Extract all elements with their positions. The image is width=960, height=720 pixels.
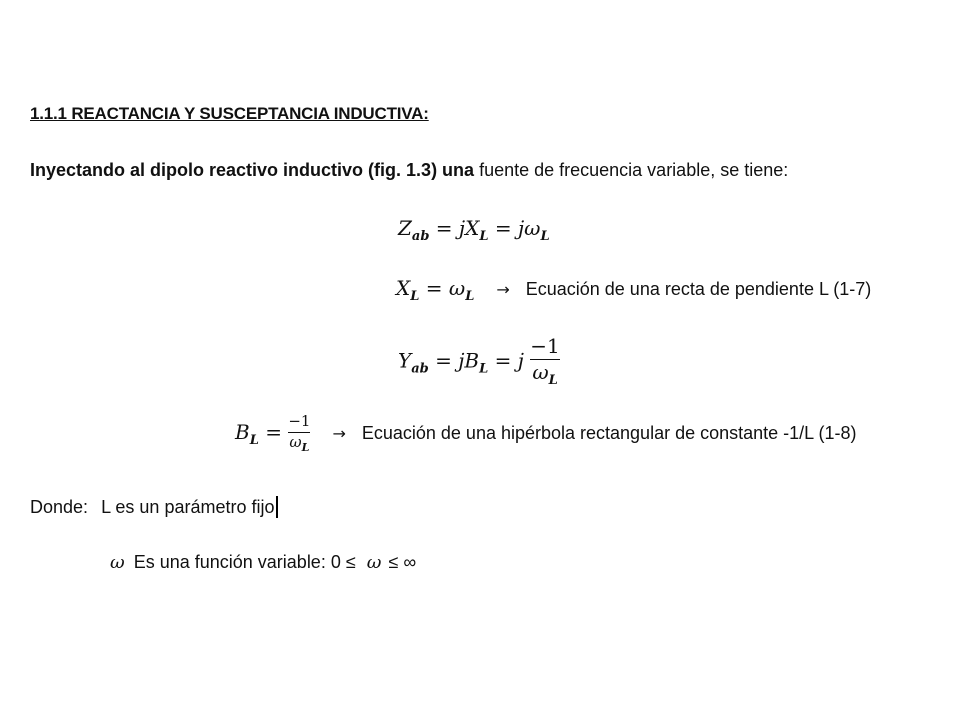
fraction-numerator: −1 (288, 412, 311, 430)
text-cursor (276, 496, 278, 518)
donde-line (30, 496, 278, 518)
fraction (288, 414, 310, 453)
equation-note: Ecuación de una recta de pendiente L (1-7) (525, 279, 872, 299)
symbol-omega: ω (366, 552, 382, 573)
equals-sign: = (419, 276, 449, 300)
intro-bold-text: Inyectando al dipolo reactivo inductivo (fig. 1.3) una (30, 160, 475, 180)
fraction-denominator (530, 362, 559, 388)
equation-reactance (396, 276, 871, 304)
equals-sign: = (258, 420, 289, 445)
symbol-z: Z (398, 216, 412, 240)
equation-impedance (398, 216, 550, 244)
symbol-x: X (396, 276, 411, 300)
intro-paragraph (30, 160, 788, 181)
donde-label: Donde: (30, 497, 89, 517)
subscript-l: L (249, 433, 259, 449)
symbol-jx: jX (458, 216, 480, 240)
intro-normal-text: fuente de frecuencia variable, se tiene: (474, 160, 789, 180)
subscript-l: L (301, 440, 310, 454)
equals-sign: = (488, 216, 518, 240)
equals-sign: = (429, 216, 459, 240)
right-arrow-icon: → (332, 424, 346, 444)
symbol-omega: ω (448, 276, 466, 300)
right-arrow-icon: → (496, 280, 510, 299)
subscript-l: L (540, 229, 550, 244)
subscript-l: L (479, 229, 489, 244)
subscript-ab: ab (411, 361, 429, 377)
symbol-b: B (235, 420, 250, 445)
symbol-y: Y (398, 348, 412, 373)
fraction (530, 336, 559, 388)
omega-line (110, 552, 416, 573)
subscript-l: L (465, 289, 475, 304)
subscript-l: L (410, 289, 420, 304)
equation-susceptance (235, 414, 857, 453)
equals-sign: = (428, 348, 459, 373)
symbol-omega: ω (110, 552, 125, 573)
symbol-jomega: jω (517, 216, 541, 240)
subscript-l: L (548, 373, 558, 388)
fraction-denominator (288, 432, 310, 454)
equation-admittance (398, 336, 560, 388)
subscript-ab: ab (411, 229, 430, 244)
fraction-numerator: −1 (530, 334, 560, 358)
symbol-omega: ω (289, 432, 302, 451)
section-heading: 1.1.1 REACTANCIA Y SUSCEPTANCIA INDUCTIVA: (30, 104, 429, 123)
symbol-j: j (517, 348, 524, 373)
omega-range-end: ≤ ∞ (388, 552, 417, 572)
equation-note: Ecuación de una hipérbola rectangular de constante -1/L (1-8) (361, 423, 857, 444)
equals-sign: = (488, 348, 518, 373)
donde-text: L es un parámetro fijo (101, 497, 275, 517)
subscript-l: L (479, 361, 489, 377)
symbol-omega: ω (532, 360, 549, 384)
symbol-jb: jB (458, 348, 480, 373)
omega-text: Es una función variable: 0 ≤ (133, 552, 356, 572)
